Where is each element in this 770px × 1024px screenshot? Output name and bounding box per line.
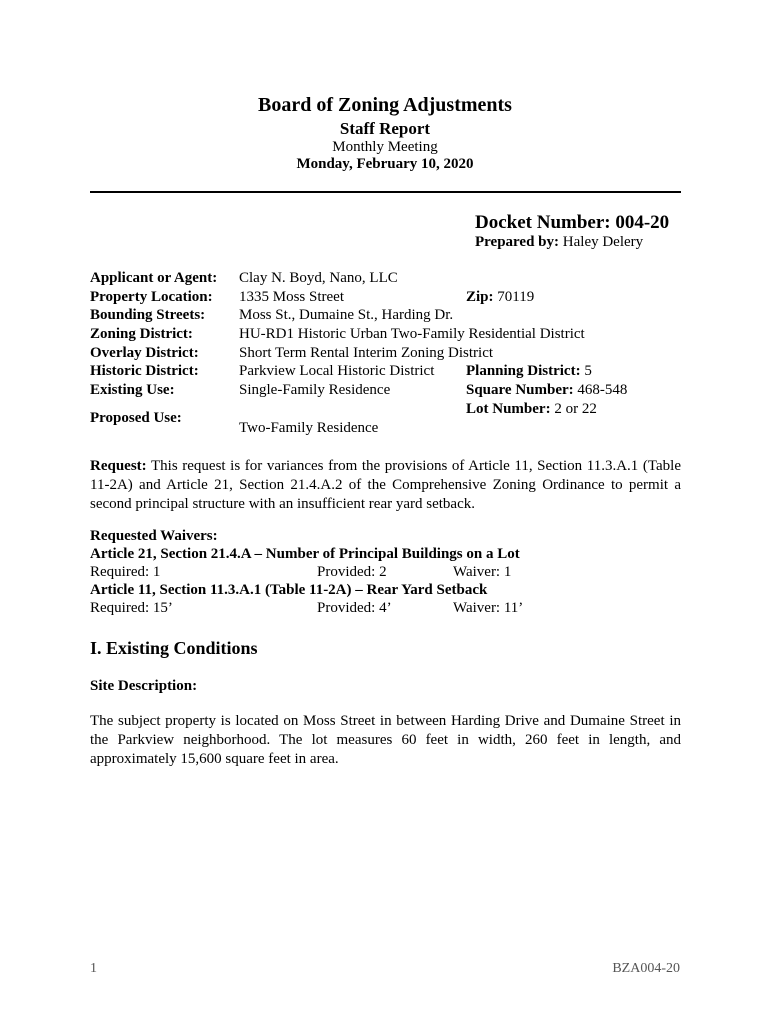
waiver-title: Article 21, Section 21.4.A – Number of Principal Buildings on a Lot [90, 546, 520, 562]
page-number: 1 [90, 961, 97, 976]
prepared-by-value: Haley Delery [562, 234, 644, 250]
applicant-value: Clay N. Boyd, Nano, LLC [239, 270, 398, 286]
meeting-type: Monthly Meeting [332, 139, 438, 155]
zip-label: Zip: [466, 289, 494, 305]
zip-value: 70119 [497, 289, 535, 305]
request-label: Request: [90, 458, 147, 474]
page-title: Board of Zoning Adjustments [258, 94, 512, 116]
square-label: Square Number: [466, 382, 574, 398]
planning-field [466, 363, 592, 380]
site-description-text: The subject property is located on Moss Street in between Harding Drive and Dumaine Street in the Parkview neighborhood. The lot measures 60 feet in width, 260 feet in length, and approximately 15,600 square feet in area. [90, 713, 681, 767]
zip-field [466, 289, 534, 306]
waiver-provided: Provided: 2 [317, 564, 387, 580]
existing-use-value: Single-Family Residence [239, 382, 391, 398]
square-value: 468-548 [577, 382, 628, 398]
lot-value: 2 or 22 [554, 401, 597, 417]
request-paragraph [90, 457, 681, 514]
prepared-by [475, 234, 643, 251]
meeting-date: Monday, February 10, 2020 [296, 156, 474, 172]
docket-number: Docket Number: 004-20 [475, 212, 670, 233]
location-value: 1335 Moss Street [239, 289, 344, 305]
bounding-value: Moss St., Dumaine St., Harding Dr. [239, 307, 454, 323]
proposed-use-label: Proposed Use: [90, 410, 182, 426]
site-description-heading: Site Description: [90, 678, 198, 694]
existing-use-label: Existing Use: [90, 382, 175, 398]
historic-label: Historic District: [90, 363, 199, 379]
lot-field [466, 401, 597, 418]
waiver-amount: Waiver: 1 [453, 564, 512, 580]
proposed-use-value: Two-Family Residence [239, 420, 379, 436]
applicant-label: Applicant or Agent: [90, 270, 218, 286]
waivers-heading: Requested Waivers: [90, 528, 218, 544]
waiver-amount: Waiver: 11’ [453, 600, 524, 616]
prepared-by-label: Prepared by: [475, 234, 560, 250]
header-divider [90, 191, 681, 193]
section-heading: I. Existing Conditions [90, 638, 258, 658]
planning-value: 5 [584, 363, 592, 379]
historic-value: Parkview Local Historic District [239, 363, 435, 379]
location-label: Property Location: [90, 289, 213, 305]
waiver-title: Article 11, Section 11.3.A.1 (Table 11-2A) – Rear Yard Setback [90, 582, 488, 598]
waiver-provided: Provided: 4’ [317, 600, 392, 616]
zoning-value: HU-RD1 Historic Urban Two-Family Residential District [239, 326, 585, 342]
lot-label: Lot Number: [466, 401, 551, 417]
overlay-label: Overlay District: [90, 345, 199, 361]
waiver-required: Required: 15’ [90, 600, 173, 616]
overlay-value: Short Term Rental Interim Zoning District [239, 345, 494, 361]
planning-label: Planning District: [466, 363, 581, 379]
bounding-label: Bounding Streets: [90, 307, 206, 323]
waiver-required: Required: 1 [90, 564, 161, 580]
zoning-label: Zoning District: [90, 326, 193, 342]
square-field [466, 382, 627, 399]
report-subtitle: Staff Report [339, 119, 431, 138]
document-id: BZA004-20 [612, 961, 680, 976]
request-text: This request is for variances from the provisions of Article 11, Section 11.3.A.1 (Table 11-2A) and Article 21, Section 21.4.A.2 of the Comprehensive Zoning Ordinance to permit a second principal structure with an insufficient rear yard setback. [90, 458, 681, 512]
